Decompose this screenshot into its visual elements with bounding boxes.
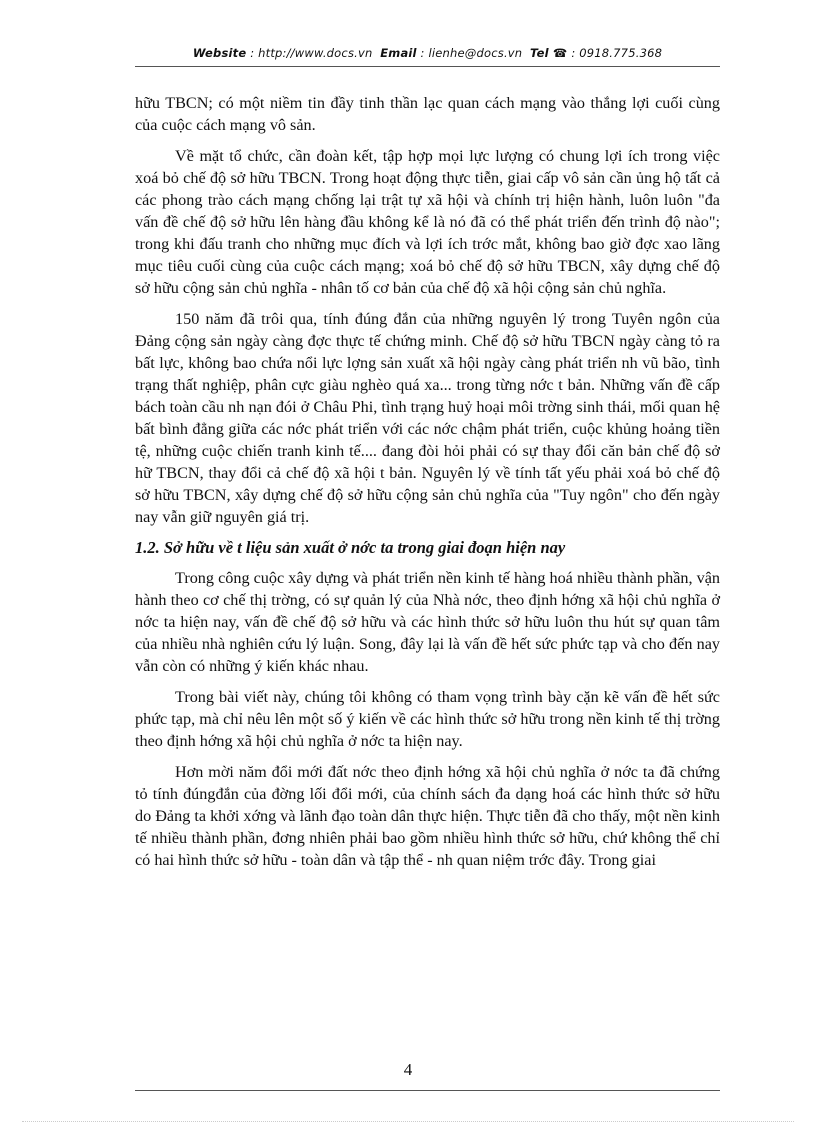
paragraph: hữu TBCN; có một niềm tin đầy tinh thần lạc quan cách mạng vào thắng lợi cuối cùng của cuộc cách mạng vô sản. (135, 94, 720, 134)
paragraph: Hơn mời năm đổi mới đất nớc theo định hớng xã hội chủ nghĩa ở nớc ta đã chứng tỏ tính đúngđắn của đờng lối đổi mới, của chính sách đa dạng hoá các hình thức sở hữu do Đảng ta khởi xớng và lãnh đạo toàn dân thực hiện. Thực tiễn đã cho thấy, một nền kinh tế nhiều thành phần, đơng nhiên phải bao gồm nhiều hình thức sở hữu, chứ không thể chỉ có hai hình thức sở hữu - toàn dân và tập thể - nh quan niệm trớc đây. Trong giai (135, 763, 720, 869)
footer-divider (135, 1090, 720, 1091)
paragraph: Về mặt tổ chức, cần đoàn kết, tập hợp mọi lực lượng có chung lợi ích trong việc xoá bỏ chế độ sở hữu TBCN. Trong hoạt động thực tiễn, giai cấp vô sản cần ủng hộ tất cả các phong trào cách mạng chống lại trật tự xã hội và chính trị hiện hành, luôn luôn "đa vấn đề chế độ sở hữu lên hàng đầu không kể là nó đã có thể phát triển đến trình độ nào"; trong khi đấu tranh cho những mục đích và lợi ích trớc mắt, không bao giờ đợc xao lãng mục tiêu cuối cùng của cuộc cách mạng; xoá bỏ chế độ sở hữu TBCN, xây dựng chế độ sở hữu cộng sản chủ nghĩa - nhân tố cơ bản của chế độ xã hội cộng sản chủ nghĩa. (135, 147, 720, 297)
section-heading: 1.2. Sở hữu về t liệu sản xuất ở nớc ta trong giai đoạn hiện nay (135, 538, 566, 557)
tel-label: Tel ☎ (530, 46, 568, 60)
paragraph: Trong công cuộc xây dựng và phát triển nền kinh tế hàng hoá nhiều thành phần, vận hành theo cơ chế thị trờng, có sự quản lý của Nhà nớc, theo định hớng xã hội chủ nghĩa ở nớc ta hiện nay, vấn đề chế độ sở hữu và các hình thức sở hữu luôn thu hút sự quan tâm của nhiều nhà nghiên cứu lý luận. Song, đây lại là vấn đề hết sức phức tạp và cho đến nay vẫn còn có những ý kiến khác nhau. (135, 569, 720, 675)
paragraph: 150 năm đã trôi qua, tính đúng đắn của những nguyên lý trong Tuyên ngôn của Đảng cộng sản ngày càng đợc thực tế chứng minh. Chế độ sở hữu TBCN ngày càng tỏ ra bất lực, không bao chứa nổi lực lợng sản xuất xã hội ngày càng phát triển nh vũ bão, tình trạng thất nghiệp, phân cực giàu nghèo quá xa... trong từng nớc t bản. Những vấn đề cấp bách toàn cầu nh nạn đói ở Châu Phi, tình trạng huỷ hoại môi trờng sinh thái, mối quan hệ bất bình đẳng giữa các nớc phát triển với các nớc chậm phát triển, cuộc khủng hoảng tiền tệ, những cuộc chiến tranh kinh tế.... đang đòi hỏi phải có sự thay đổi căn bản chế độ sở hữ TBCN, thay đổi cả chế độ xã hội t bản. Nguyên lý về tính tất yếu phải xoá bỏ chế độ sở hữu TBCN, xây dựng chế độ sở hữu cộng sản chủ nghĩa của "Tuy ngôn" cho đến ngày nay vẫn giữ nguyên giá trị. (135, 310, 720, 526)
page-number: 4 (403, 1060, 413, 1079)
header-divider (135, 66, 720, 67)
paragraph: Trong bài viết này, chúng tôi không có tham vọng trình bày cặn kẽ vấn đề hết sức phức tạp, mà chỉ nêu lên một số ý kiến về các hình thức sở hữu trong nền kinh tế thị trờng theo định hớng xã hội chủ nghĩa ở nớc ta hiện nay. (135, 688, 720, 750)
page-border (22, 1121, 794, 1122)
page-header (135, 46, 720, 64)
email-label: Email (380, 46, 417, 60)
website-label: Website (192, 46, 247, 60)
tel-value: : 0918.775.368 (571, 46, 663, 60)
email-value: : lienhe@docs.vn (420, 46, 523, 60)
website-value: : http://www.docs.vn (250, 46, 373, 60)
document-body (135, 92, 720, 880)
